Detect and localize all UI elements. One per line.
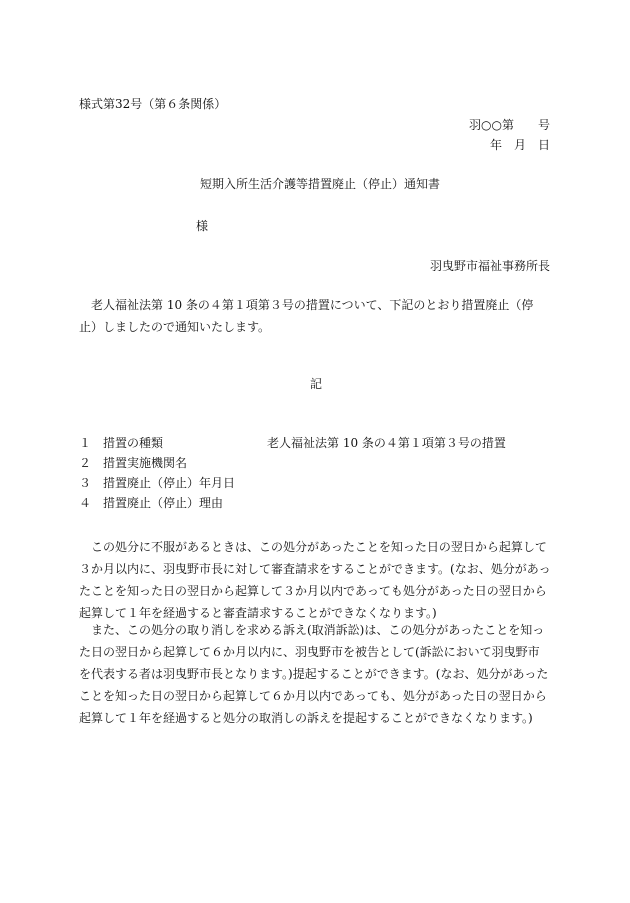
- item-label: 措置の種類: [103, 436, 164, 450]
- item-label: 措置廃止（停止）理由: [103, 496, 224, 510]
- document-number: 羽○○第 号: [469, 118, 550, 132]
- document-title: 短期入所生活介護等措置廃止（停止）通知書: [200, 177, 441, 191]
- item-number: ２: [79, 456, 92, 470]
- item-number: ４: [79, 496, 92, 510]
- appeal-notice-paragraph: この処分に不服があるときは、この処分があったことを知った日の翌日から起算して３か月以内に、羽曳野市長に対して審査請求をすることができます。(なお、処分があったことを知った日の翌日から起算して３か月以内であっても処分があった日の翌日から起算して１年を経過すると審査請求することができなくなります。): [79, 540, 551, 620]
- list-item: [79, 437, 551, 457]
- list-item: [79, 477, 551, 497]
- sender-name: 羽曳野市福祉事務所長: [429, 259, 550, 273]
- item-value: 老人福祉法第 10 条の４第１項第３号の措置: [267, 436, 506, 450]
- ki-heading: 記: [310, 377, 323, 391]
- addressee-honorific: 様: [196, 219, 209, 233]
- item-number: ３: [79, 476, 92, 490]
- intro-paragraph: 老人福祉法第 10 条の４第１項第３号の措置について、下記のとおり措置廃止（停止）しましたので通知いたします。: [79, 298, 534, 334]
- item-number: １: [79, 436, 92, 450]
- item-label: 措置実施機関名: [103, 456, 188, 470]
- document-date: 年 月 日: [489, 138, 550, 152]
- lawsuit-notice-paragraph: また、この処分の取り消しを求める訴え(取消訴訟)は、この処分があったことを知った日の翌日から起算して６か月以内に、羽曳野市を被告として(訴訟において羽曳野市を代表する者は羽曳野市長となります。)提起することができます。(なお、処分があったことを知った日の翌日から起算して６か月以内であっても、処分があった日の翌日から起算して１年を経過すると処分の取消しの訴えを提起することができなくなります。): [79, 623, 549, 725]
- list-item: [79, 497, 551, 517]
- list-item: [79, 457, 551, 477]
- form-number-label: 様式第32号（第６条関係）: [79, 97, 227, 111]
- item-label: 措置廃止（停止）年月日: [103, 476, 236, 490]
